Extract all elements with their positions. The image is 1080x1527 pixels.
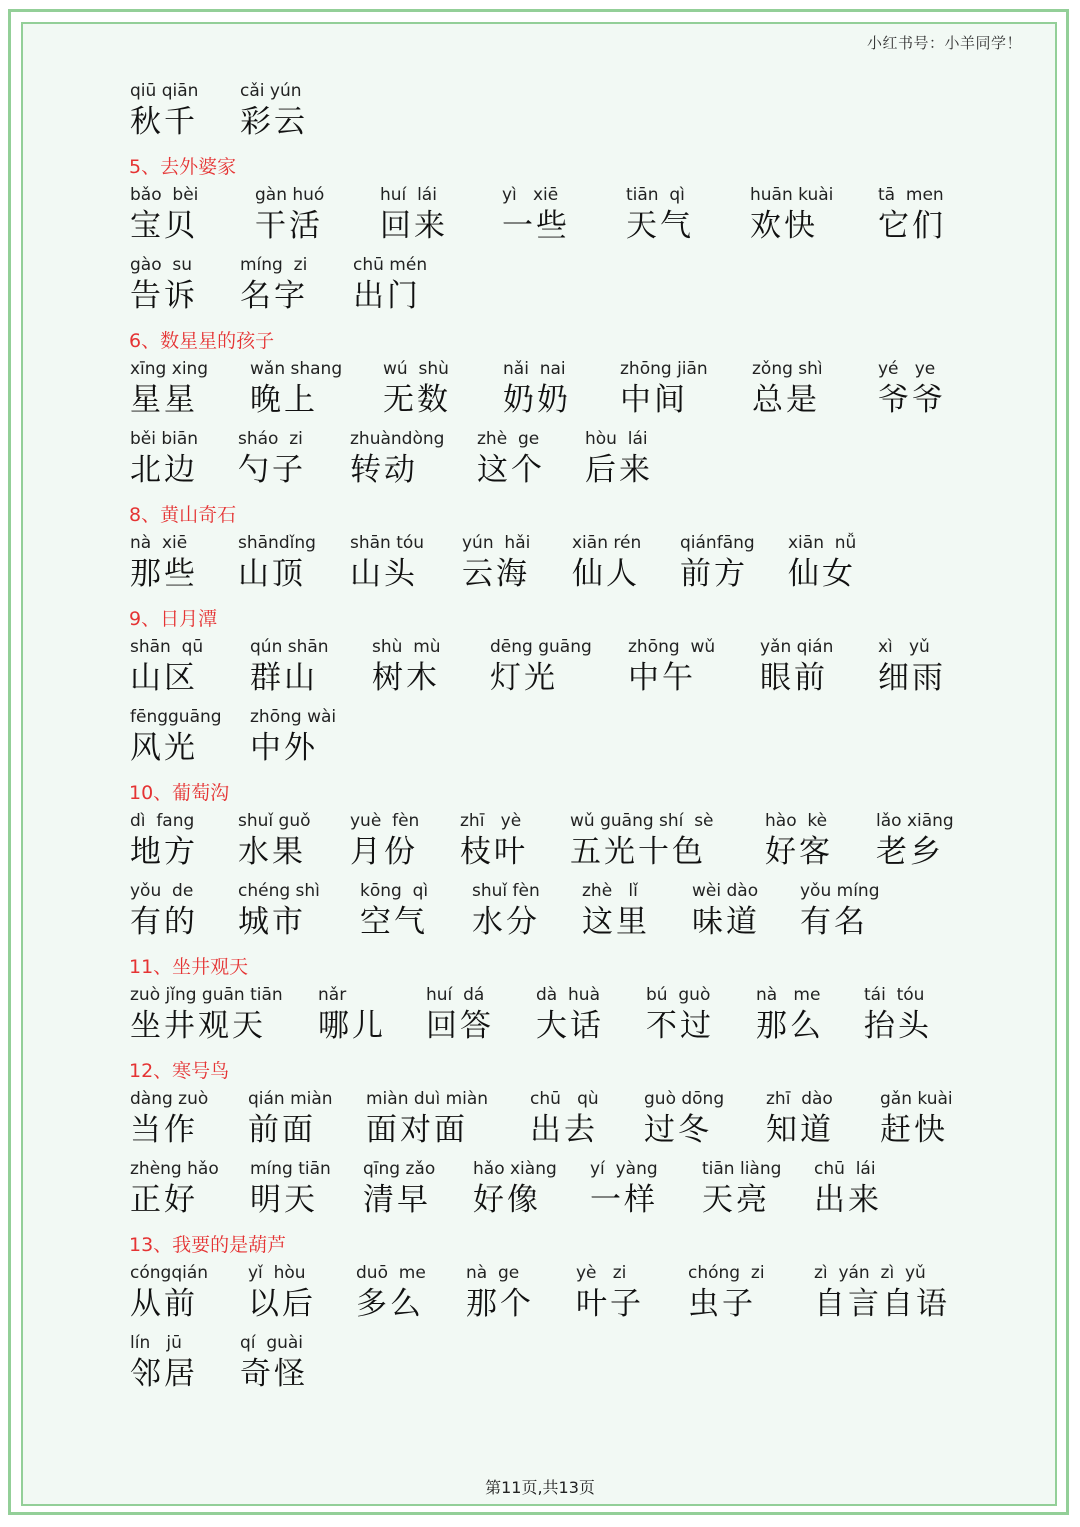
vocab-word [130, 984, 283, 1046]
vocab-word [620, 358, 708, 420]
pinyin-text: shuǐ fèn [472, 881, 540, 901]
vocab-word [530, 1088, 599, 1150]
pinyin-text: chū mén [353, 255, 428, 275]
hanzi-text: 好像 [473, 1182, 541, 1218]
vocab-word [383, 358, 451, 420]
hanzi-text: 枝叶 [460, 834, 528, 870]
hanzi-text: 彩云 [240, 104, 308, 140]
hanzi-text: 地方 [130, 834, 198, 870]
pinyin-text: zhī yè [460, 811, 522, 831]
pinyin-text: lín jū [130, 1333, 182, 1353]
pinyin-text: kōng qì [360, 881, 429, 901]
hanzi-text: 哪儿 [318, 1008, 386, 1044]
vocab-word [473, 1158, 557, 1220]
pinyin-text: nǎi nai [503, 359, 566, 379]
hanzi-text: 干活 [255, 208, 323, 244]
vocab-word [472, 880, 540, 942]
pinyin-text: hào kè [765, 811, 828, 831]
hanzi-text: 山顶 [238, 556, 306, 592]
hanzi-text: 多么 [356, 1286, 424, 1322]
vocab-word [238, 880, 320, 942]
vocab-word [536, 984, 604, 1046]
vocab-word [130, 1262, 208, 1324]
pinyin-text: bú guò [646, 985, 711, 1005]
hanzi-text: 它们 [878, 208, 946, 244]
hanzi-text: 勺子 [238, 452, 306, 488]
vocab-word [240, 80, 308, 142]
hanzi-text: 后来 [585, 452, 653, 488]
vocab-word [628, 636, 715, 698]
vocab-word [460, 810, 528, 872]
hanzi-text: 有的 [130, 904, 198, 940]
vocab-word [585, 428, 653, 490]
pinyin-text: qián miàn [248, 1089, 333, 1109]
hanzi-text: 清早 [363, 1182, 431, 1218]
hanzi-text: 不过 [646, 1008, 714, 1044]
pinyin-text: yuè fèn [350, 811, 420, 831]
hanzi-text: 山头 [350, 556, 418, 592]
pinyin-text: shān qū [130, 637, 204, 657]
vocab-word [572, 532, 641, 594]
page-number: 第11页,共13页 [485, 1478, 595, 1497]
hanzi-text: 出门 [353, 278, 421, 314]
hanzi-text: 告诉 [130, 278, 198, 314]
vocab-word [380, 184, 448, 246]
pinyin-text: tā men [878, 185, 944, 205]
hanzi-text: 山区 [130, 660, 198, 696]
vocab-word [876, 810, 954, 872]
hanzi-text: 树木 [372, 660, 440, 696]
hanzi-text: 味道 [692, 904, 760, 940]
vocab-word [680, 532, 755, 594]
pinyin-text: chéng shì [238, 881, 320, 901]
pinyin-text: hǎo xiàng [473, 1159, 557, 1179]
pinyin-text: huí dá [426, 985, 485, 1005]
hanzi-text: 空气 [360, 904, 428, 940]
vocab-word [590, 1158, 658, 1220]
hanzi-text: 正好 [130, 1182, 198, 1218]
vocab-word [130, 428, 198, 490]
vocab-word [646, 984, 714, 1046]
hanzi-text: 奶奶 [503, 382, 571, 418]
lesson-title: 5、去外婆家 [129, 156, 237, 178]
hanzi-text: 中外 [250, 730, 318, 766]
hanzi-text: 那么 [756, 1008, 824, 1044]
hanzi-text: 一样 [590, 1182, 658, 1218]
pinyin-text: huí lái [380, 185, 437, 205]
pinyin-text: chū qù [530, 1089, 599, 1109]
vocab-word [240, 254, 308, 316]
vocab-word [760, 636, 833, 698]
pinyin-text: yì xiē [502, 185, 559, 205]
pinyin-text: zhè ge [477, 429, 540, 449]
hanzi-text: 云海 [462, 556, 530, 592]
vocab-word [462, 532, 530, 594]
vocab-word [250, 1158, 331, 1220]
pinyin-text: zhōng jiān [620, 359, 708, 379]
hanzi-text: 欢快 [750, 208, 818, 244]
vocab-word [353, 254, 427, 316]
hanzi-text: 五光十色 [570, 834, 706, 870]
pinyin-text: shù mù [372, 637, 441, 657]
hanzi-text: 好客 [765, 834, 833, 870]
pinyin-text: wǎn shang [250, 359, 343, 379]
vocab-word [752, 358, 823, 420]
vocab-word [238, 810, 311, 872]
pinyin-text: nà ge [466, 1263, 520, 1283]
vocab-word [250, 636, 329, 698]
lesson-title: 6、数星星的孩子 [129, 330, 275, 352]
hanzi-text: 总是 [752, 382, 820, 418]
hanzi-text: 北边 [130, 452, 198, 488]
pinyin-text: qún shān [250, 637, 329, 657]
pinyin-text: shān tóu [350, 533, 425, 553]
lesson-title: 9、日月潭 [129, 608, 218, 630]
hanzi-text: 出来 [814, 1182, 882, 1218]
pinyin-text: chū lái [814, 1159, 876, 1179]
vocab-word [350, 532, 424, 594]
hanzi-text: 天亮 [702, 1182, 770, 1218]
hanzi-text: 无数 [383, 382, 451, 418]
vocab-word [878, 184, 946, 246]
vocab-word [466, 1262, 534, 1324]
lesson-title: 12、寒号鸟 [129, 1060, 230, 1082]
vocab-word [788, 532, 856, 594]
vocab-word [477, 428, 545, 490]
hanzi-text: 细雨 [878, 660, 946, 696]
pinyin-text: dēng guāng [490, 637, 592, 657]
pinyin-text: zuò jǐng guān tiān [130, 985, 283, 1005]
pinyin-text: hòu lái [585, 429, 648, 449]
hanzi-text: 水分 [472, 904, 540, 940]
hanzi-text: 仙人 [572, 556, 640, 592]
hanzi-text: 中午 [628, 660, 696, 696]
pinyin-text: gǎn kuài [880, 1089, 953, 1109]
vocab-word [765, 810, 833, 872]
pinyin-text: xiān rén [572, 533, 642, 553]
lesson-title: 11、坐井观天 [129, 956, 249, 978]
hanzi-text: 过冬 [644, 1112, 712, 1148]
vocab-word [766, 1088, 834, 1150]
pinyin-text: míng tiān [250, 1159, 331, 1179]
hanzi-text: 名字 [240, 278, 308, 314]
pinyin-text: yǒu míng [800, 881, 880, 901]
vocab-word [878, 358, 946, 420]
pinyin-text: lǎo xiāng [876, 811, 954, 831]
pinyin-text: qīng zǎo [363, 1159, 436, 1179]
pinyin-text: dàng zuò [130, 1089, 209, 1109]
pinyin-text: qiū qiān [130, 81, 199, 101]
hanzi-text: 爷爷 [878, 382, 946, 418]
pinyin-text: yǐ hòu [248, 1263, 306, 1283]
pinyin-text: huān kuài [750, 185, 834, 205]
pinyin-text: zǒng shì [752, 359, 823, 379]
vocab-word [366, 1088, 488, 1150]
hanzi-text: 前面 [248, 1112, 316, 1148]
vocab-word [878, 636, 946, 698]
hanzi-text: 大话 [536, 1008, 604, 1044]
vocab-word [238, 532, 316, 594]
pinyin-text: zhī dào [766, 1089, 833, 1109]
hanzi-text: 邻居 [130, 1356, 198, 1392]
pinyin-text: qiánfāng [680, 533, 755, 553]
pinyin-text: běi biān [130, 429, 199, 449]
pinyin-text: cǎi yún [240, 81, 302, 101]
pinyin-text: cóngqián [130, 1263, 209, 1283]
hanzi-text: 奇怪 [240, 1356, 308, 1392]
vocab-word [130, 358, 208, 420]
pinyin-text: miàn duì miàn [366, 1089, 489, 1109]
vocab-word [248, 1088, 333, 1150]
vocab-word [360, 880, 428, 942]
pinyin-text: tiān qì [626, 185, 685, 205]
hanzi-text: 天气 [626, 208, 694, 244]
pinyin-text: zhèng hǎo [130, 1159, 219, 1179]
vocab-word [130, 706, 222, 768]
vocab-word [350, 810, 419, 872]
vocab-word [688, 1262, 765, 1324]
pinyin-text: míng zi [240, 255, 308, 275]
pinyin-text: qí guài [240, 1333, 304, 1353]
vocab-word [255, 184, 324, 246]
vocab-word [750, 184, 833, 246]
vocab-word [250, 358, 342, 420]
vocab-word [130, 1158, 219, 1220]
pinyin-text: xì yǔ [878, 637, 930, 657]
hanzi-text: 那个 [466, 1286, 534, 1322]
vocab-word [130, 810, 198, 872]
vocab-word [130, 1088, 208, 1150]
hanzi-text: 以后 [248, 1286, 316, 1322]
vocab-word [756, 984, 824, 1046]
hanzi-text: 晚上 [250, 382, 318, 418]
hanzi-text: 叶子 [576, 1286, 644, 1322]
pinyin-text: shuǐ guǒ [238, 811, 311, 831]
hanzi-text: 水果 [238, 834, 306, 870]
pinyin-text: tái tóu [864, 985, 925, 1005]
hanzi-text: 这里 [582, 904, 650, 940]
hanzi-text: 宝贝 [130, 208, 198, 244]
vocab-word [130, 880, 198, 942]
hanzi-text: 前方 [680, 556, 748, 592]
vocab-word [372, 636, 441, 698]
vocab-word [502, 184, 570, 246]
hanzi-text: 群山 [250, 660, 318, 696]
hanzi-text: 老乡 [876, 834, 944, 870]
vocab-word [800, 880, 880, 942]
pinyin-text: tiān liàng [702, 1159, 782, 1179]
vocab-word [864, 984, 932, 1046]
lesson-title: 8、黄山奇石 [129, 504, 237, 526]
pinyin-text: bǎo bèi [130, 185, 199, 205]
vocab-word [130, 184, 198, 246]
pinyin-text: guò dōng [644, 1089, 725, 1109]
hanzi-text: 中间 [620, 382, 688, 418]
vocab-word [356, 1262, 426, 1324]
pinyin-text: yé ye [878, 359, 936, 379]
hanzi-text: 赶快 [880, 1112, 948, 1148]
lesson-title: 10、葡萄沟 [129, 782, 230, 804]
hanzi-text: 出去 [530, 1112, 598, 1148]
hanzi-text: 灯光 [490, 660, 558, 696]
hanzi-text: 一些 [502, 208, 570, 244]
hanzi-text: 星星 [130, 382, 198, 418]
hanzi-text: 这个 [477, 452, 545, 488]
pinyin-text: nà xiē [130, 533, 188, 553]
pinyin-text: yǒu de [130, 881, 194, 901]
vocab-word [880, 1088, 953, 1150]
pinyin-text: nǎr [318, 985, 347, 1005]
pinyin-text: sháo zi [238, 429, 303, 449]
pinyin-text: wǔ guāng shí sè [570, 811, 714, 831]
pinyin-text: yè zi [576, 1263, 627, 1283]
hanzi-text: 面对面 [366, 1112, 468, 1148]
hanzi-text: 回来 [380, 208, 448, 244]
hanzi-text: 仙女 [788, 556, 856, 592]
vocab-word [644, 1088, 724, 1150]
hanzi-text: 当作 [130, 1112, 198, 1148]
vocab-word [570, 810, 714, 872]
vocab-word [626, 184, 694, 246]
pinyin-text: yún hǎi [462, 533, 531, 553]
vocab-word [576, 1262, 644, 1324]
pinyin-text: gào su [130, 255, 193, 275]
vocab-word [582, 880, 650, 942]
pinyin-text: zì yán zì yǔ [814, 1263, 926, 1283]
vocab-word [130, 1332, 198, 1394]
pinyin-text: xīng xing [130, 359, 209, 379]
hanzi-text: 眼前 [760, 660, 828, 696]
vocab-word [490, 636, 592, 698]
vocab-word [503, 358, 571, 420]
vocab-word [426, 984, 494, 1046]
vocab-word [350, 428, 444, 490]
vocab-word [130, 636, 203, 698]
vocab-word [318, 984, 386, 1046]
watermark-text: 小红书号：小羊同学！ [866, 34, 1022, 52]
vocab-word [814, 1158, 882, 1220]
pinyin-text: yǎn qián [760, 637, 834, 657]
pinyin-text: zhōng wài [250, 707, 337, 727]
pinyin-text: wèi dào [692, 881, 759, 901]
pinyin-text: wú shù [383, 359, 449, 379]
pinyin-text: zhè lǐ [582, 881, 638, 901]
vocab-word [363, 1158, 435, 1220]
vocab-word [250, 706, 336, 768]
vocab-word [130, 254, 198, 316]
vocab-word [692, 880, 760, 942]
vocab-word [130, 532, 198, 594]
hanzi-text: 风光 [130, 730, 198, 766]
pinyin-text: yí yàng [590, 1159, 658, 1179]
pinyin-text: duō me [356, 1263, 426, 1283]
vocab-word [814, 1262, 950, 1324]
pinyin-text: shāndǐng [238, 533, 316, 553]
pinyin-text: zhōng wǔ [628, 637, 716, 657]
hanzi-text: 回答 [426, 1008, 494, 1044]
hanzi-text: 秋千 [130, 104, 198, 140]
hanzi-text: 明天 [250, 1182, 318, 1218]
vocab-word [248, 1262, 316, 1324]
hanzi-text: 自言自语 [814, 1286, 950, 1322]
pinyin-text: chóng zi [688, 1263, 765, 1283]
hanzi-text: 抬头 [864, 1008, 932, 1044]
hanzi-text: 虫子 [688, 1286, 756, 1322]
vocab-word [238, 428, 306, 490]
vocab-word [130, 80, 198, 142]
hanzi-text: 知道 [766, 1112, 834, 1148]
pinyin-text: nà me [756, 985, 821, 1005]
hanzi-text: 有名 [800, 904, 868, 940]
vocab-word [240, 1332, 308, 1394]
pinyin-text: zhuàndòng [350, 429, 445, 449]
hanzi-text: 转动 [350, 452, 418, 488]
hanzi-text: 坐井观天 [130, 1008, 266, 1044]
pinyin-text: fēngguāng [130, 707, 222, 727]
lesson-title: 13、我要的是葫芦 [129, 1234, 287, 1256]
vocab-word [702, 1158, 781, 1220]
hanzi-text: 城市 [238, 904, 306, 940]
hanzi-text: 月份 [350, 834, 418, 870]
pinyin-text: xiān nǚ [788, 533, 857, 553]
hanzi-text: 从前 [130, 1286, 198, 1322]
pinyin-text: dì fang [130, 811, 195, 831]
hanzi-text: 那些 [130, 556, 198, 592]
pinyin-text: gàn huó [255, 185, 325, 205]
pinyin-text: dà huà [536, 985, 600, 1005]
